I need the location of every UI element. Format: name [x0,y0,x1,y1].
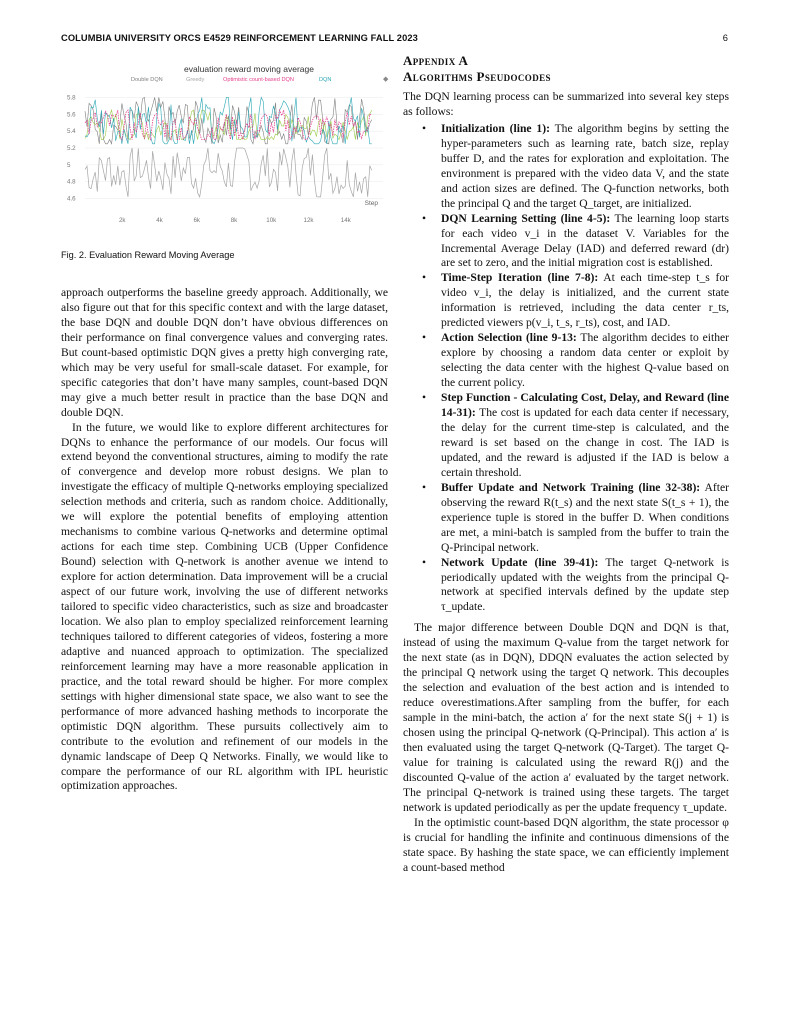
appendix-intro: The DQN learning process can be summarized into several key steps as follows: [403,90,729,118]
legend-entry: Double DQN [131,77,163,83]
left-column-body [61,286,388,794]
y-tick-label: 5.8 [67,94,76,102]
y-tick-label: 5.6 [67,111,76,119]
legend-toggle-icon: ◆ [383,76,389,83]
x-tick-label: 14k [340,217,351,224]
x-axis-ticks [119,217,352,224]
paragraph: In the future, we would like to explore different architectures for DQNs to enhance the performance of our models. Our focus will extend beyond the conventional structures, aiming to modify the rate of convergence and develop more robust designs. We plan to investigate the efficacy of multiple Q-networks employing specialized selection methods and criteria, such as random choice. Additionally, we will explore the potential benefits of employing attention mechanisms to combine various Q-networks and determine optimal actions for each time step. Combining UCB (Upper Confidence Bound) selection with Q-network is another avenue we intend to explore for action determination. Data improvement will be a crucial aspect of our future work, involving the use of different networks tailored to specific video characteristics, such as size and broadcaster location. We also plan to employ specialized reinforcement learning techniques tailored to different categories of videos, fostering a more adaptive and nuanced approach to optimization. The specialized reinforcement learning may have a more reasonable application in practice, and the total reward should be higher. For more complex settings with higher dimensional state space, we also want to see the performance of more advanced hashing methods to incorporate the optimistic DQN algorithm. These pursuits collectively aim to contribute to the evolution and refinement of our models in the dynamic landscape of Deep Q Networks. Finally, we would like to compare the performance of our RL algorithm with IPL heuristic optimization approaches. [61,420,388,793]
step-label: Initialization (line 1): [441,121,550,135]
legend-entry: Greedy [186,77,205,83]
step-item [441,122,729,212]
step-text: The learning loop starts for each video v_i in the dataset V. Variables for the Incremental Average Delay (IAD) and deferred reward (dr) are set to zero, and the initial migration cost is established. [441,211,729,270]
step-item [441,271,729,331]
appendix-heading-line2: Algorithms Pseudocodes [403,69,551,84]
step-label: Buffer Update and Network Training (line 32-38): [441,480,701,494]
step-text: After observing the reward R(t_s) and the next state S(t_s + 1), the experience tuple is stored in the buffer D. When conditions are met, a mini-batch is sampled from the buffer to train the Q-Principal network. [441,480,729,554]
x-tick-label: 10k [266,217,277,224]
step-item [441,391,729,481]
step-item [441,212,729,272]
step-text: At each time-step t_s for video v_i, the delay is initialized, and the current state information is retrieved, including the data center r_ts, predicted viewers p(v_i, t_s, r_ts), cost, and IAD. [441,271,729,330]
appendix-heading-line1: Appendix A [403,53,469,68]
y-axis-ticks [67,94,76,202]
step-text: The target Q-network is periodically updated with the weights from the principal Q-network at specified intervals defined by the update step τ_update. [441,555,729,614]
y-tick-label: 5 [67,161,71,169]
step-item [441,481,729,556]
legend-entry: Optimistic count-based DQN [223,77,294,83]
series-line [85,148,372,197]
step-text: The cost is updated for each data center if necessary, the delay for the current time-step is calculated, and the reward is set based on the change in cost. The IAD is updated, and the reward is adjusted if the IAD is below a certain threshold. [441,406,729,479]
x-tick-label: 8k [230,217,238,224]
reward-chart [61,58,401,238]
x-axis-label: Step [364,200,378,207]
running-header [61,33,728,47]
x-tick-label: 6k [193,217,201,224]
appendix-heading [403,53,729,85]
page-number: 6 [722,33,728,43]
y-tick-label: 4.8 [67,178,76,186]
x-tick-label: 2k [118,217,126,224]
step-list [403,122,729,615]
step-label: Action Selection (line 9-13: [441,331,577,345]
x-tick-label: 12k [303,217,314,224]
y-tick-label: 4.6 [67,195,76,203]
step-label: Step Function - Calculating Cost, Delay, and Reward (line 14-31): [441,391,729,420]
y-tick-label: 5.2 [67,145,76,152]
step-item [441,331,729,391]
step-label: DQN Learning Setting (line 4-5): [441,211,611,225]
header-title: COLUMBIA UNIVERSITY ORCS E4529 REINFORCEMENT LEARNING FALL 2023 [61,33,418,43]
right-column [403,53,729,876]
step-label: Network Update (line 39-41): [441,555,599,569]
y-tick-label: 5.4 [67,128,76,136]
legend-entry: DQN [319,77,332,83]
paragraph: In the optimistic count-based DQN algorithm, the state processor φ is crucial for handling the infinite and continuous dimensions of the state space. By hashing the state space, we can efficiently implement a count-based method [403,815,729,874]
paragraph: The major difference between Double DQN and DQN is that, instead of using the maximum Q-value from the target network for the next state (as in DQN), DDQN evaluates the action selected by the principal Q network using the target Q network. This decouples the selection and evaluation of the best action and is intended to reduce overestimations.After sampling from the buffer, for each sample in the mini-batch, the action a′ for the next state S(j + 1) is chosen using the principal Q-network (Q-Principal). This action a′ is then evaluated using the target Q-network (Q-Target). The target Q-value for training is calculated using the reward R(j) and the discounted Q-value of the action a′ evaluated by the target network. The principal Q-network is trained using these targets. The target network is updated periodically as per the update frequency τ_update. [403,621,729,814]
figure-caption: Fig. 2. Evaluation Reward Moving Average [61,250,235,260]
step-item [441,556,729,616]
chart-legend [131,77,331,83]
step-text: The algorithm begins by setting the hyper-parameters such as learning rate, batch size, replay buffer D, and the rates for exploration and exploitation. The environment is prepared with the video data V, and the state and action sizes are defined. The Q-function networks, both the principal Q and the target Q_target, are initialized. [441,121,729,210]
step-label: Time-Step Iteration (line 7-8): [441,271,599,285]
paragraph: approach outperforms the baseline greedy approach. Additionally, we also figure out that for this specific context and with the large dataset, the base DQN and double DQN don’t have obvious differences on their performance on final convergence values and converging rates. But count-based optimistic DQN gives a pretty high converging rate, which may be very useful for small-scale dataset. For example, for specific categories that don’t have many samples, count-based DQN may give a much better result in practice than the base DQN and double DQN. [61,286,388,419]
chart-title: evaluation reward moving average [184,64,314,74]
step-text: The algorithm decides to either explore by choosing a random data center or exploit by selecting the data center with the highest Q-value based on the current policy. [441,331,729,390]
x-tick-label: 4k [156,217,163,224]
